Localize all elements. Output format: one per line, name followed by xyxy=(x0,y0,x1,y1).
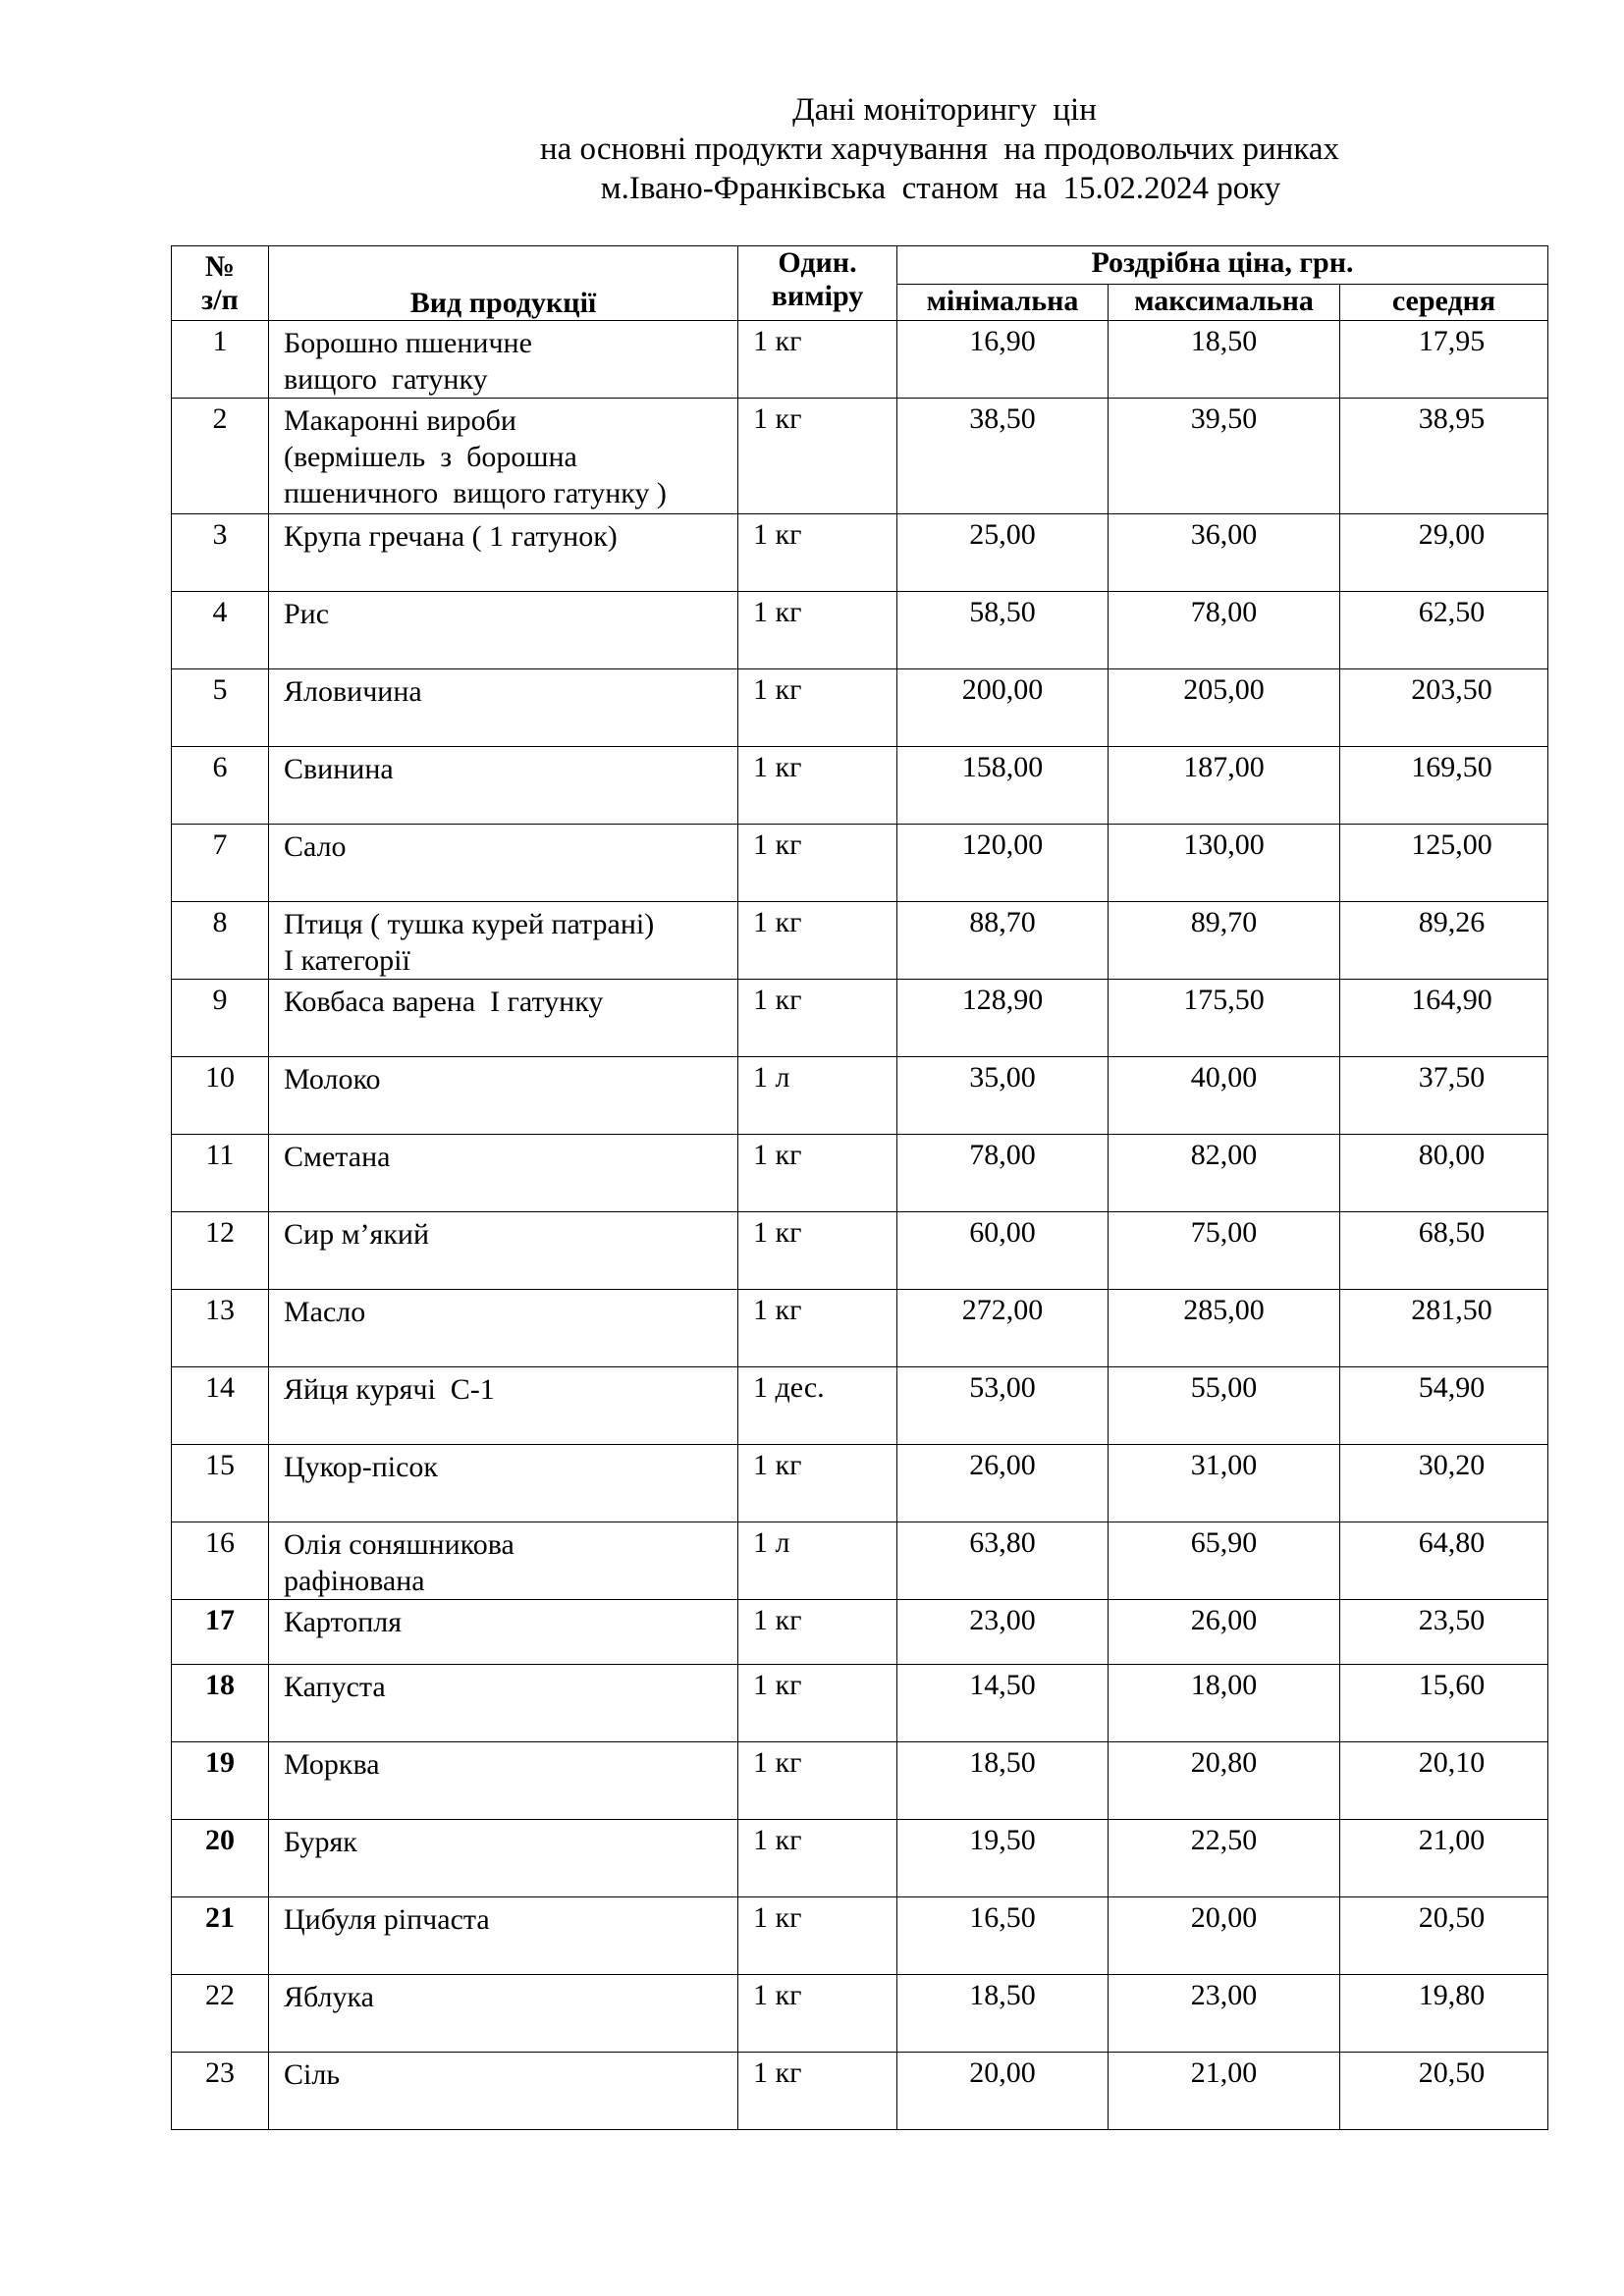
product-name xyxy=(269,2053,738,2130)
max-price: 23,00 xyxy=(1109,1975,1340,2053)
min-price: 38,50 xyxy=(897,399,1109,514)
max-price: 75,00 xyxy=(1109,1212,1340,1290)
min-price: 200,00 xyxy=(897,669,1109,747)
avg-price: 68,50 xyxy=(1340,1212,1548,1290)
min-price: 35,00 xyxy=(897,1057,1109,1135)
unit-of-measure: 1 кг xyxy=(738,1445,897,1522)
max-price: 40,00 xyxy=(1109,1057,1340,1135)
product-name-line: Молоко xyxy=(284,1063,381,1095)
avg-price: 21,00 xyxy=(1340,1820,1548,1897)
max-price: 21,00 xyxy=(1109,2053,1340,2130)
unit-of-measure: 1 дес. xyxy=(738,1367,897,1445)
avg-price: 29,00 xyxy=(1340,514,1548,592)
unit-of-measure: 1 кг xyxy=(738,1290,897,1367)
min-price: 18,50 xyxy=(897,1742,1109,1820)
product-name-line: І категорії xyxy=(284,944,410,977)
price-table xyxy=(171,245,1548,2130)
table-row xyxy=(172,1522,1548,1600)
table-row xyxy=(172,1212,1548,1290)
max-price: 130,00 xyxy=(1109,825,1340,902)
product-name-line: Крупа гречана ( 1 гатунок) xyxy=(284,520,618,553)
row-number: 7 xyxy=(172,825,269,902)
avg-price: 23,50 xyxy=(1340,1600,1548,1665)
row-number: 16 xyxy=(172,1522,269,1600)
product-name-line: Цибуля ріпчаста xyxy=(284,1903,490,1936)
product-name-line: Птиця ( тушка курей патрані) xyxy=(284,908,655,940)
avg-price: 89,26 xyxy=(1340,902,1548,980)
product-name xyxy=(269,902,738,980)
product-name xyxy=(269,747,738,825)
max-price: 285,00 xyxy=(1109,1290,1340,1367)
row-number: 4 xyxy=(172,592,269,669)
title-line-3: м.Івано-Франківська станом на 15.02.2024 року xyxy=(600,171,1281,206)
product-name xyxy=(269,1820,738,1897)
product-name xyxy=(269,1897,738,1975)
header-number-abbr: з/п xyxy=(201,284,239,316)
product-name xyxy=(269,1212,738,1290)
product-name-line: Капуста xyxy=(284,1671,386,1703)
product-name-line: Сіль xyxy=(284,2058,340,2091)
max-price: 22,50 xyxy=(1109,1820,1340,1897)
unit-of-measure: 1 кг xyxy=(738,747,897,825)
table-row xyxy=(172,1290,1548,1367)
max-price: 55,00 xyxy=(1109,1367,1340,1445)
min-price: 53,00 xyxy=(897,1367,1109,1445)
product-name-line: Олія соняшникова xyxy=(284,1528,514,1561)
product-name-line: Буряк xyxy=(284,1826,357,1858)
avg-price: 125,00 xyxy=(1340,825,1548,902)
row-number: 12 xyxy=(172,1212,269,1290)
header-max-price: максимальна xyxy=(1109,285,1340,321)
product-name xyxy=(269,1057,738,1135)
row-number: 1 xyxy=(172,321,269,399)
product-name-line: вищого гатунку xyxy=(284,363,488,396)
max-price: 65,90 xyxy=(1109,1522,1340,1600)
min-price: 120,00 xyxy=(897,825,1109,902)
min-price: 25,00 xyxy=(897,514,1109,592)
avg-price: 20,50 xyxy=(1340,1897,1548,1975)
title-line-2: на основні продукти харчування на продовольчих ринках xyxy=(539,132,1340,167)
unit-of-measure: 1 кг xyxy=(738,2053,897,2130)
min-price: 14,50 xyxy=(897,1665,1109,1742)
row-number: 21 xyxy=(172,1897,269,1975)
title-line-1: Дані моніторингу цін xyxy=(792,92,1097,128)
product-name-line: пшеничного вищого гатунку ) xyxy=(284,477,667,509)
row-number: 18 xyxy=(172,1665,269,1742)
unit-of-measure: 1 л xyxy=(738,1522,897,1600)
unit-of-measure: 1 кг xyxy=(738,1742,897,1820)
unit-of-measure: 1 кг xyxy=(738,669,897,747)
header-min-price: мінімальна xyxy=(897,285,1109,321)
min-price: 88,70 xyxy=(897,902,1109,980)
avg-price: 164,90 xyxy=(1340,980,1548,1057)
unit-of-measure: 1 кг xyxy=(738,902,897,980)
max-price: 187,00 xyxy=(1109,747,1340,825)
row-number: 19 xyxy=(172,1742,269,1820)
product-name-line: Масло xyxy=(284,1296,366,1328)
row-number: 23 xyxy=(172,2053,269,2130)
max-price: 205,00 xyxy=(1109,669,1340,747)
max-price: 18,00 xyxy=(1109,1665,1340,1742)
product-name xyxy=(269,592,738,669)
product-name-line: Сир м’який xyxy=(284,1218,430,1251)
max-price: 39,50 xyxy=(1109,399,1340,514)
unit-of-measure: 1 кг xyxy=(738,825,897,902)
max-price: 31,00 xyxy=(1109,1445,1340,1522)
header-number-symbol: № xyxy=(204,250,236,283)
avg-price: 30,20 xyxy=(1340,1445,1548,1522)
document-title xyxy=(0,90,1624,208)
product-name xyxy=(269,514,738,592)
unit-of-measure: 1 кг xyxy=(738,980,897,1057)
avg-price: 169,50 xyxy=(1340,747,1548,825)
min-price: 128,90 xyxy=(897,980,1109,1057)
avg-price: 203,50 xyxy=(1340,669,1548,747)
unit-of-measure: 1 кг xyxy=(738,1665,897,1742)
avg-price: 20,10 xyxy=(1340,1742,1548,1820)
row-number: 3 xyxy=(172,514,269,592)
header-number xyxy=(172,246,269,321)
min-price: 18,50 xyxy=(897,1975,1109,2053)
table-row xyxy=(172,1367,1548,1445)
avg-price: 15,60 xyxy=(1340,1665,1548,1742)
table-row xyxy=(172,1600,1548,1665)
product-name-line: Макаронні вироби xyxy=(284,404,516,437)
max-price: 18,50 xyxy=(1109,321,1340,399)
product-name xyxy=(269,825,738,902)
avg-price: 80,00 xyxy=(1340,1135,1548,1212)
product-name xyxy=(269,1975,738,2053)
product-name xyxy=(269,1135,738,1212)
min-price: 78,00 xyxy=(897,1135,1109,1212)
unit-of-measure: 1 кг xyxy=(738,1600,897,1665)
unit-of-measure: 1 кг xyxy=(738,1897,897,1975)
product-name xyxy=(269,1742,738,1820)
row-number: 17 xyxy=(172,1600,269,1665)
header-unit-line-1: Один. xyxy=(778,246,857,279)
unit-of-measure: 1 л xyxy=(738,1057,897,1135)
product-name-line: Сметана xyxy=(284,1141,391,1173)
table-row xyxy=(172,2053,1548,2130)
table-row xyxy=(172,1742,1548,1820)
product-name xyxy=(269,1522,738,1600)
unit-of-measure: 1 кг xyxy=(738,1212,897,1290)
avg-price: 17,95 xyxy=(1340,321,1548,399)
product-name-line: Картопля xyxy=(284,1606,403,1638)
table-row xyxy=(172,747,1548,825)
avg-price: 20,50 xyxy=(1340,2053,1548,2130)
unit-of-measure: 1 кг xyxy=(738,514,897,592)
row-number: 14 xyxy=(172,1367,269,1445)
table-row xyxy=(172,980,1548,1057)
product-name xyxy=(269,669,738,747)
product-name-line: Рис xyxy=(284,598,330,630)
row-number: 13 xyxy=(172,1290,269,1367)
table-row xyxy=(172,1445,1548,1522)
row-number: 20 xyxy=(172,1820,269,1897)
product-name-line: (вермішель з борошна xyxy=(284,441,577,473)
row-number: 6 xyxy=(172,747,269,825)
max-price: 26,00 xyxy=(1109,1600,1340,1665)
row-number: 10 xyxy=(172,1057,269,1135)
product-name-line: Морква xyxy=(284,1748,380,1781)
row-number: 22 xyxy=(172,1975,269,2053)
product-name-line: Цукор-пісок xyxy=(284,1451,438,1483)
product-name xyxy=(269,1290,738,1367)
product-name xyxy=(269,1367,738,1445)
product-name xyxy=(269,980,738,1057)
row-number: 2 xyxy=(172,399,269,514)
unit-of-measure: 1 кг xyxy=(738,1135,897,1212)
table-row xyxy=(172,1975,1548,2053)
product-name-line: рафінована xyxy=(284,1565,425,1597)
product-name xyxy=(269,1665,738,1742)
avg-price: 64,80 xyxy=(1340,1522,1548,1600)
product-name-line: Яйця курячі С-1 xyxy=(284,1373,495,1406)
product-name-line: Ковбаса варена І гатунку xyxy=(284,986,604,1018)
header-avg-price: середня xyxy=(1340,285,1548,321)
row-number: 15 xyxy=(172,1445,269,1522)
row-number: 5 xyxy=(172,669,269,747)
min-price: 60,00 xyxy=(897,1212,1109,1290)
unit-of-measure: 1 кг xyxy=(738,1975,897,2053)
max-price: 36,00 xyxy=(1109,514,1340,592)
table-row xyxy=(172,1897,1548,1975)
avg-price: 281,50 xyxy=(1340,1290,1548,1367)
header-product-type: Вид продукції xyxy=(269,246,738,321)
header-unit-line-2: виміру xyxy=(771,280,864,312)
min-price: 23,00 xyxy=(897,1600,1109,1665)
avg-price: 19,80 xyxy=(1340,1975,1548,2053)
max-price: 82,00 xyxy=(1109,1135,1340,1212)
row-number: 8 xyxy=(172,902,269,980)
unit-of-measure: 1 кг xyxy=(738,592,897,669)
product-name xyxy=(269,321,738,399)
min-price: 16,50 xyxy=(897,1897,1109,1975)
avg-price: 54,90 xyxy=(1340,1367,1548,1445)
avg-price: 38,95 xyxy=(1340,399,1548,514)
table-row xyxy=(172,1057,1548,1135)
max-price: 20,80 xyxy=(1109,1742,1340,1820)
unit-of-measure: 1 кг xyxy=(738,1820,897,1897)
product-name-line: Свинина xyxy=(284,753,394,785)
product-name-line: Яблука xyxy=(284,1981,374,2013)
product-name xyxy=(269,1445,738,1522)
table-row xyxy=(172,592,1548,669)
min-price: 58,50 xyxy=(897,592,1109,669)
min-price: 158,00 xyxy=(897,747,1109,825)
min-price: 26,00 xyxy=(897,1445,1109,1522)
min-price: 19,50 xyxy=(897,1820,1109,1897)
avg-price: 37,50 xyxy=(1340,1057,1548,1135)
unit-of-measure: 1 кг xyxy=(738,399,897,514)
max-price: 78,00 xyxy=(1109,592,1340,669)
avg-price: 62,50 xyxy=(1340,592,1548,669)
max-price: 20,00 xyxy=(1109,1897,1340,1975)
min-price: 16,90 xyxy=(897,321,1109,399)
table-row xyxy=(172,321,1548,399)
product-name-line: Яловичина xyxy=(284,675,422,708)
table-row xyxy=(172,1135,1548,1212)
header-retail-price: Роздрібна ціна, грн. xyxy=(897,246,1548,285)
table-row xyxy=(172,399,1548,514)
table-row xyxy=(172,514,1548,592)
row-number: 9 xyxy=(172,980,269,1057)
table-row xyxy=(172,669,1548,747)
max-price: 89,70 xyxy=(1109,902,1340,980)
min-price: 272,00 xyxy=(897,1290,1109,1367)
table-body xyxy=(172,321,1548,2130)
table-header-row xyxy=(172,246,1548,285)
product-name-line: Борошно пшеничне xyxy=(284,327,532,359)
table-row xyxy=(172,902,1548,980)
product-name-line: Сало xyxy=(284,830,347,863)
product-name xyxy=(269,1600,738,1665)
row-number: 11 xyxy=(172,1135,269,1212)
header-unit xyxy=(738,246,897,321)
unit-of-measure: 1 кг xyxy=(738,321,897,399)
min-price: 63,80 xyxy=(897,1522,1109,1600)
product-name xyxy=(269,399,738,514)
table-row xyxy=(172,825,1548,902)
min-price: 20,00 xyxy=(897,2053,1109,2130)
table-row xyxy=(172,1820,1548,1897)
max-price: 175,50 xyxy=(1109,980,1340,1057)
table-row xyxy=(172,1665,1548,1742)
